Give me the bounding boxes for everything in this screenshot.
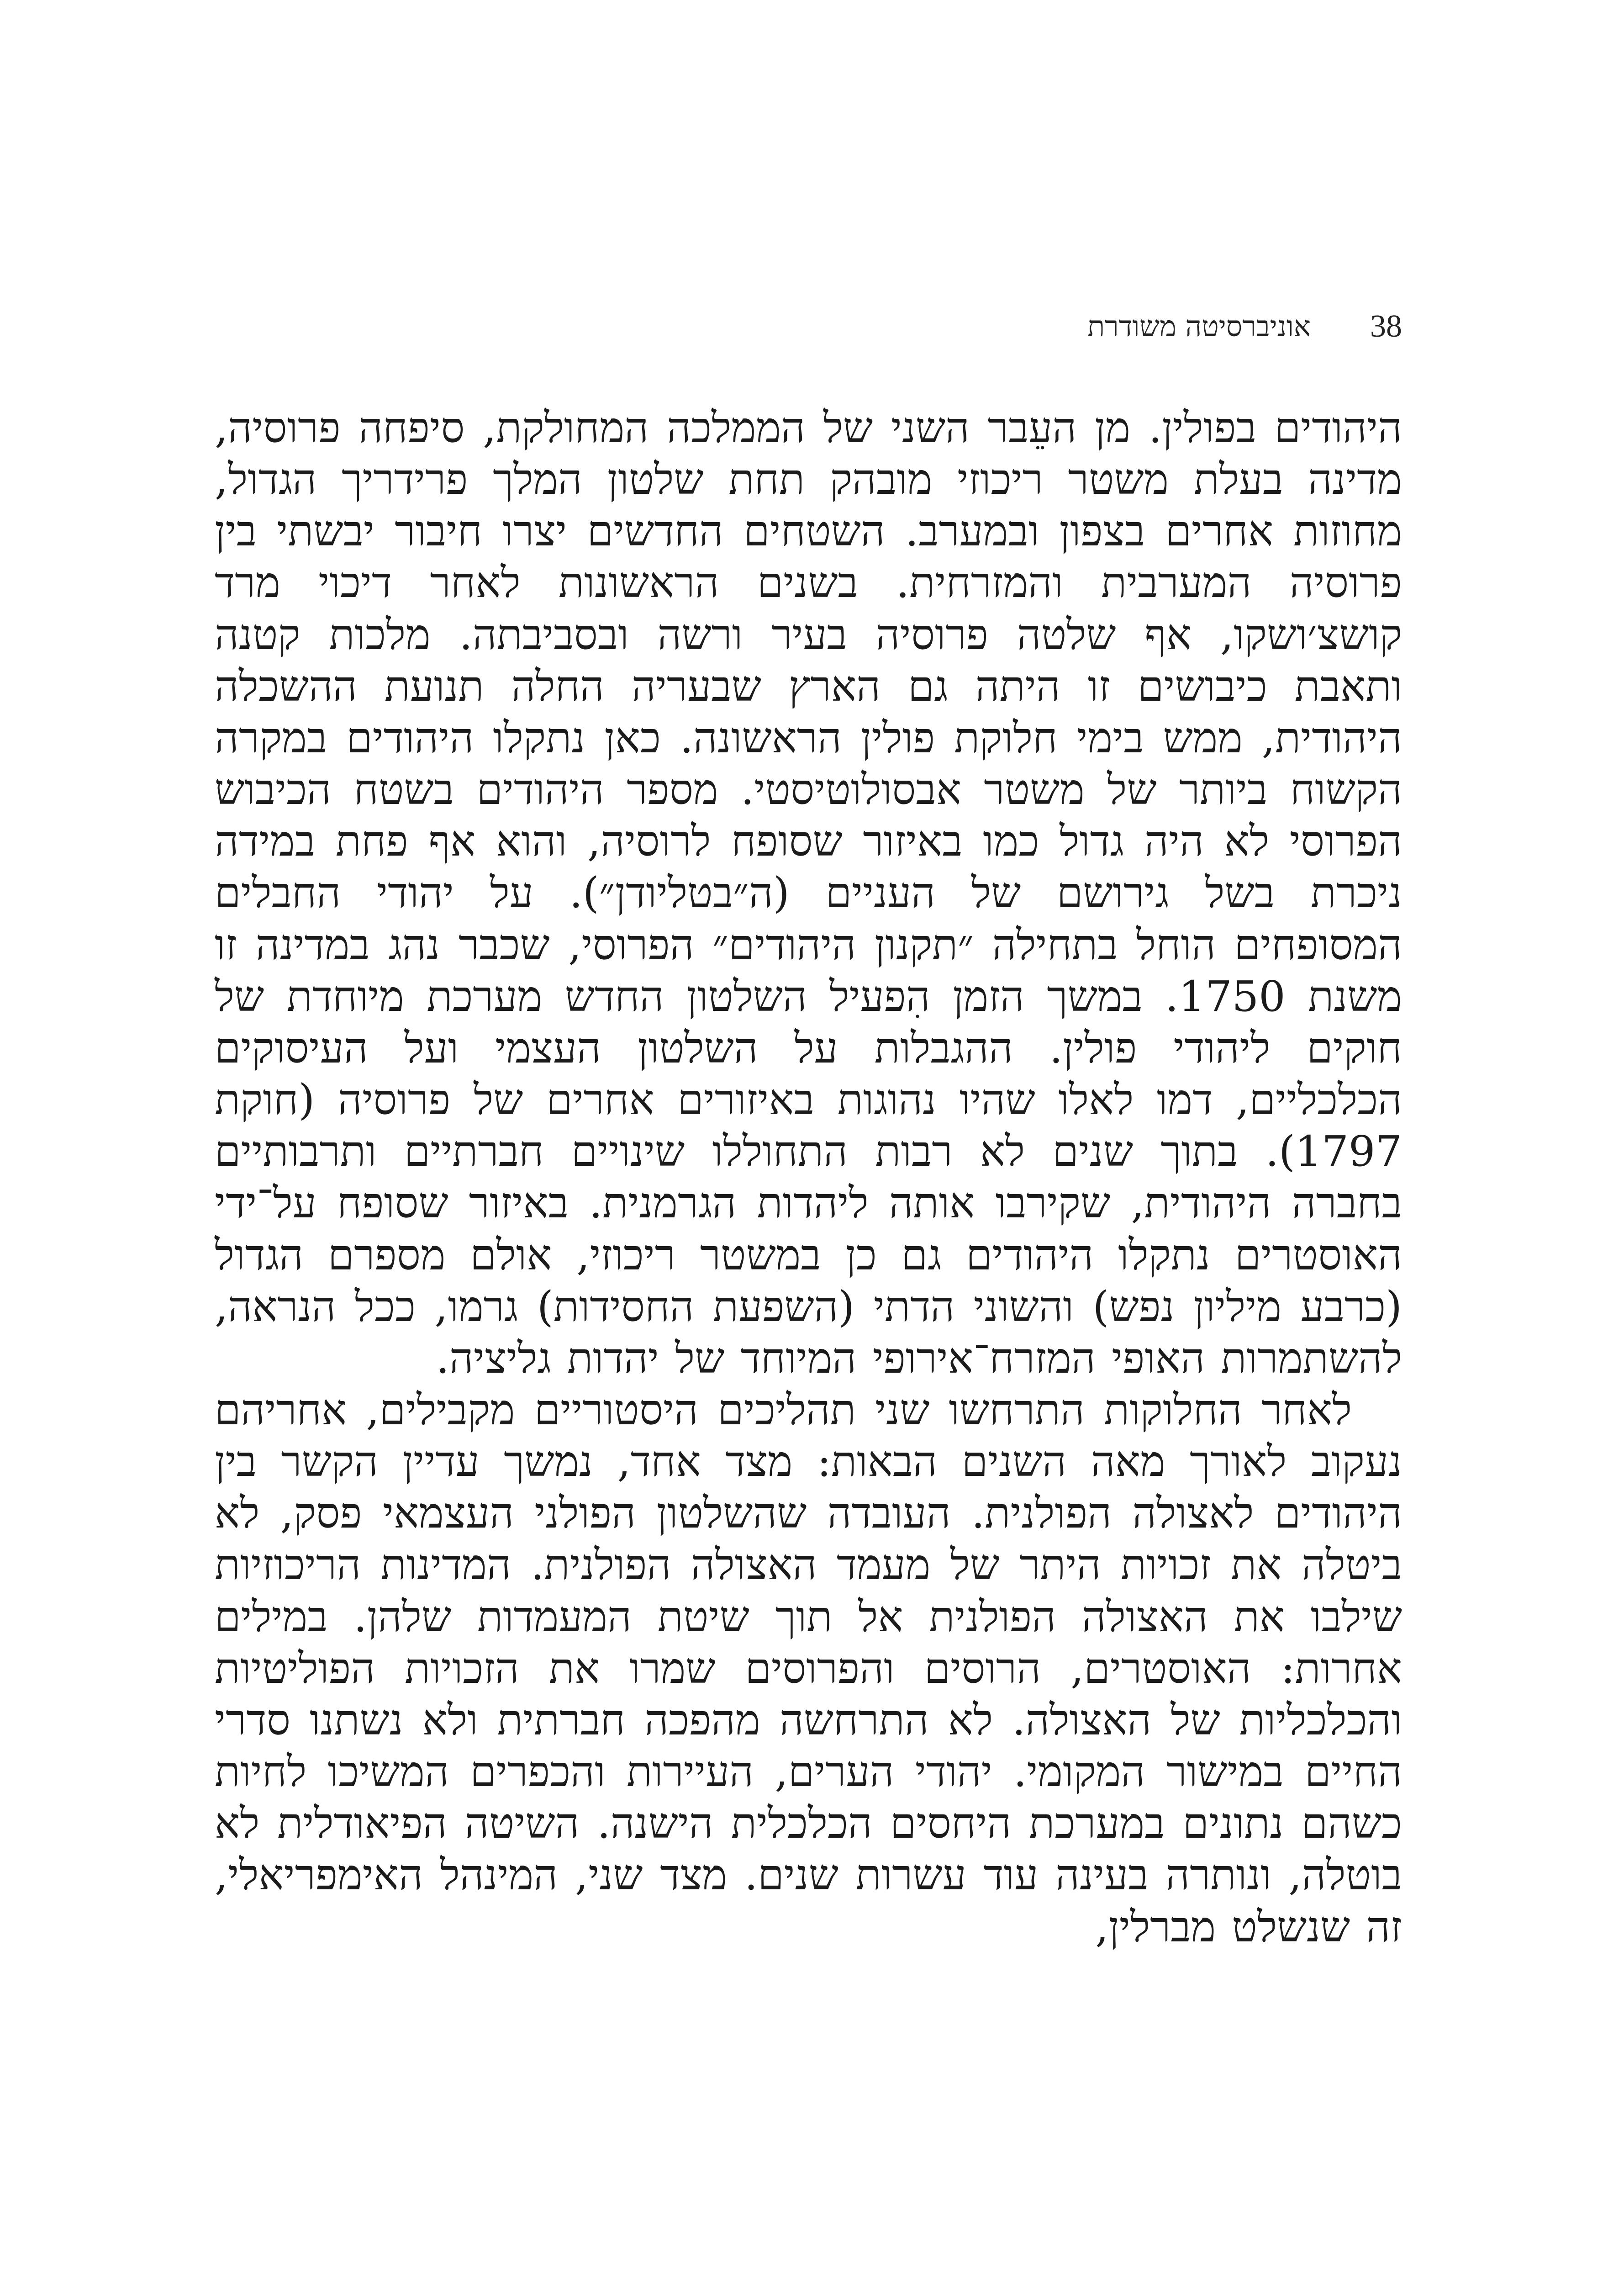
paragraph-2: לאחר החלוקות התרחשו שני תהליכים היסטוריים מקבילים, אחריהם נעקוב לאורך מאה השנים הבאות: מצד אחד, נמשך עדיין הקשר בין היהודים לאצולה הפולנית. העובדה שהשלטון הפולני העצמאי פסק, לא ביטלה את זכויות היתר של מעמד האצולה הפולנית. המדינות הריכוזיות שילבו את האצולה הפולנית אל תוך שיטת המעמדות שלהן. במילים אחרות: האוסטרים, הרוסים והפרוסים שמרו את הזכויות הפוליטיות והכלכליות של האצולה. לא התרחשה מהפכה חברתית ולא נשתנו סדרי החיים במישור המקומי. יהודי הערים, העיירות והכפרים המשיכו לחיות כשהם נתונים במערכת היחסים הכלכלית הישנה. השיטה הפיאודלית לא בוטלה, ונותרה בעינה עוד עשרות שנים. מצד שני, המינהל האימפריאלי, זה שנשלט מברלין, [215, 1385, 1402, 1951]
page-number: 38 [1370, 309, 1402, 344]
paragraph-1: היהודים בפולין. מן העֵבר השני של הממלכה המחולקת, סיפחה פרוסיה, מדינה בעלת משטר ריכוזי מובהק תחת שלטון המלך פרידריך הגדול, מחוזות אחרים בצפון ובמערב. השטחים החדשים יצרו חיבור יבשתי בין פרוסיה המערבית והמזרחית. בשנים הראשונות לאחר דיכוי מרד קושצ׳ושקו, אף שלטה פרוסיה בעיר ורשה ובסביבתה. מלכות קטנה ותאבת כיבושים זו היתה גם הארץ שבעריה החלה תנועת ההשכלה היהודית, ממש בימי חלוקת פולין הראשונה. כאן נתקלו היהודים במקרה הקשוח ביותר של משטר אבסולוטיסטי. מספר היהודים בשטח הכיבוש הפרוסי לא היה גדול כמו באיזור שסופח לרוסיה, והוא אף פחת במידה ניכרת בשל גירושם של העניים (ה״בטליודן״). על יהודי החבלים המסופחים הוחל בתחילה ״תקנון היהודים״ הפרוסי, שכבר נהג במדינה זו משנת 1750. במשך הזמן הִפעיל השלטון החדש מערכת מיוחדת של חוקים ליהודי פולין. ההגבלות על השלטון העצמי ועל העיסוקים הכלכליים, דמו לאלו שהיו נהוגות באיזורים אחרים של פרוסיה (חוקת 1797). בתוך שנים לא רבות התחוללו שינויים חברתיים ותרבותיים בחברה היהודית, שקירבו אותה ליהדות הגרמנית. באיזור שסופח על־ידי האוסטרים נתקלו היהודים גם כן במשטר ריכוזי, אולם מספרם הגדול (כרבע מיליון נפש) והשוני הדתי (השפעת החסידות) גרמו, ככל הנראה, להשתמרות האופי המזרח־אירופי המיוחד של יהדות גליציה. [215, 403, 1402, 1383]
running-title: אוניברסיטה משודרת [1087, 310, 1311, 343]
running-head [215, 301, 1402, 352]
body-text [215, 402, 1402, 1953]
